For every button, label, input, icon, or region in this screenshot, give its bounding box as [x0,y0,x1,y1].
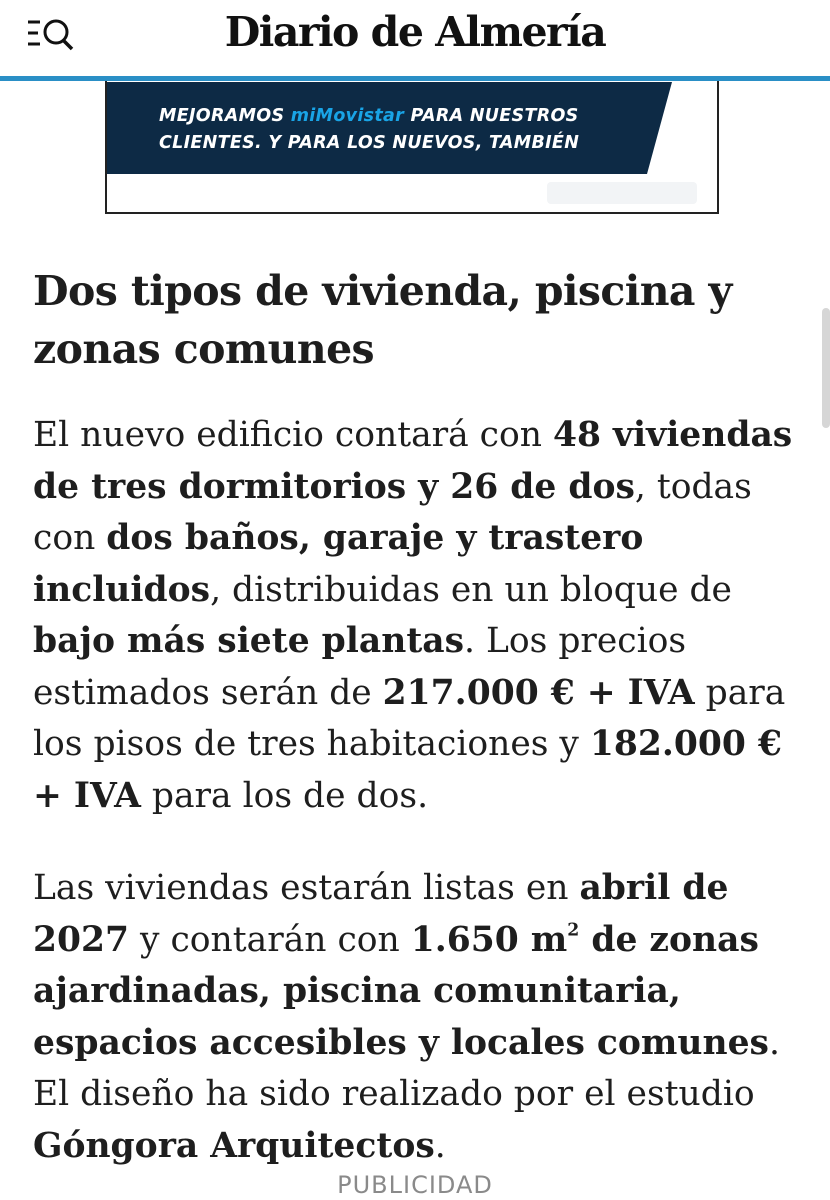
ad-banner[interactable] [105,81,719,214]
ad-faded-graphic [537,176,717,212]
paragraph-2: Las viviendas estarán listas en abril de 2027 y contarán con 1.650 $m^2$ de zonas ajardinadas, piscina comunitaria, espacios accesibles y locales comunes. El diseño ha sido realizado por el estudio Góngora Arquitectos. [33,868,780,1166]
site-header [0,0,830,77]
ad-banner-text: MEJORAMOS miMovistar PARA NUESTROS CLIENTES. Y PARA LOS NUEVOS, TAMBIÉN [159,106,580,153]
site-logo[interactable]: Diario de Almería [224,8,606,56]
paragraph-1: El nuevo edificio contará con 48 viviendas de tres dormitorios y 26 de dos, todas con dos baños, garaje y trastero incluidos, distribuidas en un bloque de bajo más siete plantas. Los precios estimados serán de 217.000 € + IVA para los pisos de tres habitaciones y 182.000 € + IVA para los de dos. [33,415,793,816]
scrollbar-thumb[interactable] [822,308,830,428]
article-body [33,262,793,1166]
section-heading: Dos tipos de vivienda, piscina y zonas comunes [33,267,732,373]
advertising-label: PUBLICIDAD [337,1171,493,1199]
ad-brand: miMovistar [290,106,405,126]
